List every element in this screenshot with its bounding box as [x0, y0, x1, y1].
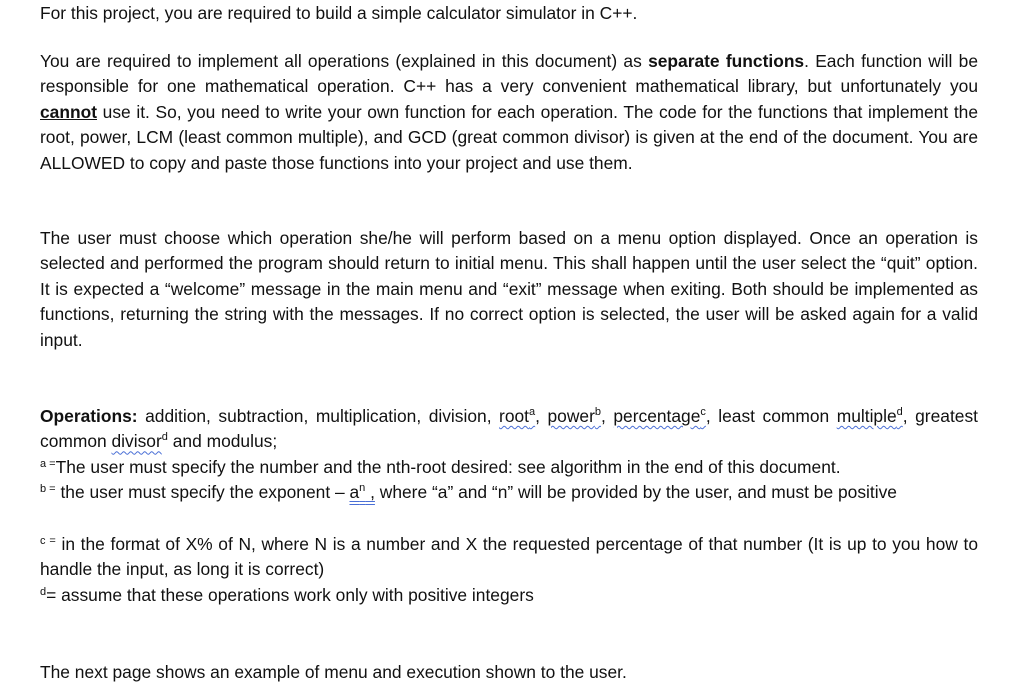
- separate-functions-emphasis: separate functions: [648, 51, 805, 71]
- operations-label: Operations:: [40, 406, 138, 426]
- next-page-paragraph: [40, 660, 978, 685]
- operations-paragraph: [40, 404, 978, 455]
- operations-tail: and modulus;: [167, 431, 278, 452]
- next-page-text: The next page shows an example of menu and execution shown to the user.: [40, 662, 627, 682]
- op-multiple-label: multiple: [836, 406, 897, 426]
- op-percentage-label: percentage: [613, 406, 701, 426]
- footnote-b-text-1: the user must specify the exponent –: [55, 482, 350, 502]
- op-divisor: [112, 431, 162, 451]
- functions-text-2: . Each function will be responsible for one mathematical operation. C++ has a very convenient mathematical library, but unfortunately you: [40, 51, 979, 97]
- functions-text-3: use it. So, you need to write your own function for each operation. The code for the functions that implement the root, power, LCM (least common multiple), and GCD (great common divisor) is given at the end of the document. You are ALLOWED to copy and paste those functions into your project and use them.: [40, 101, 978, 173]
- op-separator: , least common: [705, 406, 837, 426]
- footnote-a-marker: a =: [40, 458, 56, 470]
- exponent-power: n: [359, 482, 366, 494]
- footnote-a: [40, 455, 978, 480]
- footnote-b-text-2: where “a” and “n” will be provided by the user, and must be positive: [374, 482, 897, 502]
- op-root-footnote: a: [529, 406, 536, 418]
- footnote-c-marker: c =: [40, 535, 56, 547]
- operations-lead: addition, subtraction, multiplication, division,: [137, 406, 500, 426]
- footnote-d: [40, 583, 978, 608]
- menu-text: The user must choose which operation she/he will perform based on a menu option displayed. Once an operation is selected and performed the program should return to initial menu. This shall happen until the user select the “quit” option. It is expected a “welcome” message in the main menu and “exit” message when exiting. Both should be implemented as functions, returning the string with the messages. If no correct option is selected, the user will be asked again for a valid input.: [40, 228, 978, 350]
- footnote-a-text: The user must specify the number and the nth-root desired: see algorithm in the end of this document.: [55, 457, 841, 477]
- functions-paragraph: [40, 49, 978, 176]
- op-root-label: root: [499, 406, 530, 426]
- exponent-base: a: [349, 482, 360, 502]
- footnote-b-marker: b =: [40, 483, 56, 495]
- footnote-d-marker: d: [40, 586, 47, 598]
- footnote-b: [40, 480, 978, 505]
- exponent-expression: [349, 482, 374, 502]
- op-root: [499, 406, 535, 426]
- cannot-emphasis: cannot: [40, 101, 98, 122]
- footnote-c-text: in the format of X% of N, where N is a number and X the requested percentage of that number (It is up to you how to handle the input, as long it is correct): [40, 534, 978, 580]
- op-divisor-label: divisor: [111, 431, 162, 452]
- op-percentage-footnote: c: [700, 406, 706, 418]
- exponent-comma: ,: [365, 482, 375, 502]
- footnote-c: [40, 532, 978, 583]
- op-separator: , greatest common: [40, 406, 978, 452]
- functions-text-1: You are required to implement all operations (explained in this document) as: [40, 51, 649, 71]
- op-power-label: power: [547, 406, 595, 426]
- footnote-d-text: = assume that these operations work only with positive integers: [46, 585, 534, 605]
- op-separator: ,: [601, 406, 614, 426]
- op-multiple-footnote: d: [896, 406, 903, 418]
- op-divisor-footnote: d: [161, 431, 168, 444]
- menu-paragraph: [40, 226, 978, 353]
- intro-text: For this project, you are required to build a simple calculator simulator in C++.: [40, 3, 638, 23]
- op-percentage: [613, 406, 706, 426]
- intro-paragraph: [40, 1, 978, 26]
- op-separator: ,: [535, 406, 548, 426]
- op-multiple: [837, 406, 903, 426]
- op-power-footnote: b: [594, 406, 601, 418]
- op-power: [548, 406, 602, 426]
